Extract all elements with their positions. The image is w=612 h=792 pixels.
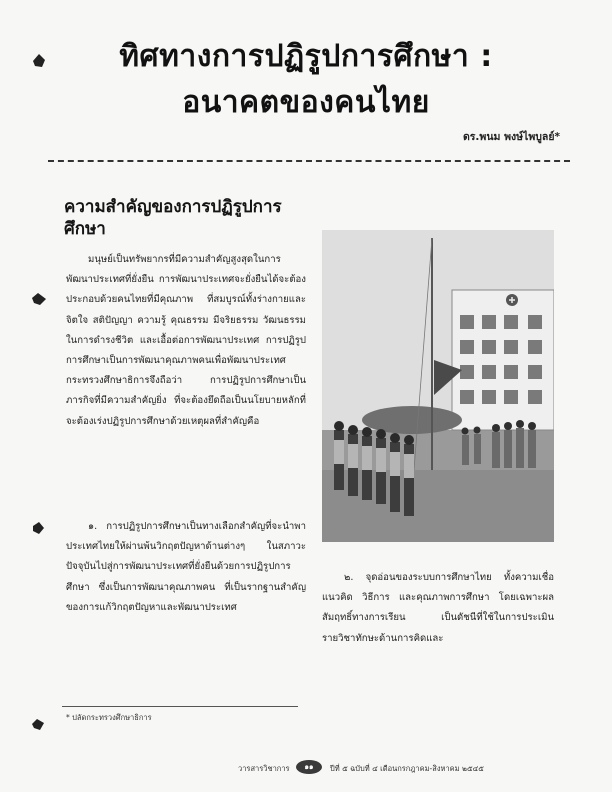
page-number: ๑๑ xyxy=(296,760,322,774)
dashed-divider xyxy=(48,160,570,162)
body-paragraph-intro: มนุษย์เป็นทรัพยากรที่มีความสำคัญสูงสุดในการพัฒนาประเทศที่ยั่งยืน การพัฒนาประเทศจะยั่งยืนได้จะต้องประกอบด้วยคนไทยที่มีคุณภาพ ที่สมบูรณ์ทั้งร่างกายและจิตใจ สติปัญญา ความรู้ คุณธรรม มีจริยธรรม วัฒนธรรม ในการดำรงชีวิต และเอื้อต่อการพัฒนาประเทศ การปฏิรูปการศึกษาเป็นการพัฒนาคุณภาพคนเพื่อพัฒนาประเทศ กระทรวงศึกษาธิการจึงถือว่า การปฏิรูปการศึกษาเป็นภารกิจที่มีความสำคัญยิ่ง ที่จะต้องยึดถือเป็นนโยบายหลักที่จะต้องเร่งปฏิรูปการศึกษาด้วยเหตุผลที่สำคัญคือ xyxy=(66,254,306,427)
author-byline: ดร.พนม พงษ์ไพบูลย์* xyxy=(462,131,560,143)
article-title-line-1: ทิศทางการปฏิรูปการศึกษา : xyxy=(119,39,493,74)
article-title-line-2: อนาคตของคนไทย xyxy=(182,85,430,120)
page-footer xyxy=(0,760,612,776)
margin-mark-icon xyxy=(30,716,46,732)
footer-journal-name: วารสารวิชาการ xyxy=(238,764,290,773)
footnote: * ปลัดกระทรวงศึกษาธิการ xyxy=(66,713,152,722)
footer-issue: ปีที่ ๕ ฉบับที่ ๔ เดือนกรกฎาคม-สิงหาคม ๒๕๔๕ xyxy=(330,764,484,773)
body-paragraph-point-1: ๑. การปฏิรูปการศึกษาเป็นทางเลือกสำคัญที่จะนำพาประเทศไทยให้ผ่านพ้นวิกฤตปัญหาด้านต่างๆ ในสภาวะปัจจุบันไปสู่การพัฒนาประเทศที่ยั่งยืนด้วยการปฏิรูปการศึกษา ซึ่งเป็นการพัฒนาคุณภาพคน ที่เป็นรากฐานสำคัญของการแก้วิกฤตปัญหาและพัฒนาประเทศ xyxy=(66,521,306,613)
margin-mark-icon xyxy=(30,520,46,536)
section-heading: ความสำคัญของการปฏิรูปการศึกษา xyxy=(64,197,282,239)
article-photo xyxy=(322,230,554,542)
margin-mark-icon xyxy=(30,290,48,308)
footnote-rule xyxy=(62,706,298,707)
body-paragraph-point-2: ๒. จุดอ่อนของระบบการศึกษาไทย ทั้งความเชื่อ แนวคิด วิธีการ และคุณภาพการศึกษา โดยเฉพาะผลสัมฤทธิ์ทางการเรียน เป็นดัชนีที่ใช้ในการประเมินรายวิชาทักษะด้านการคิดและ xyxy=(322,572,554,644)
